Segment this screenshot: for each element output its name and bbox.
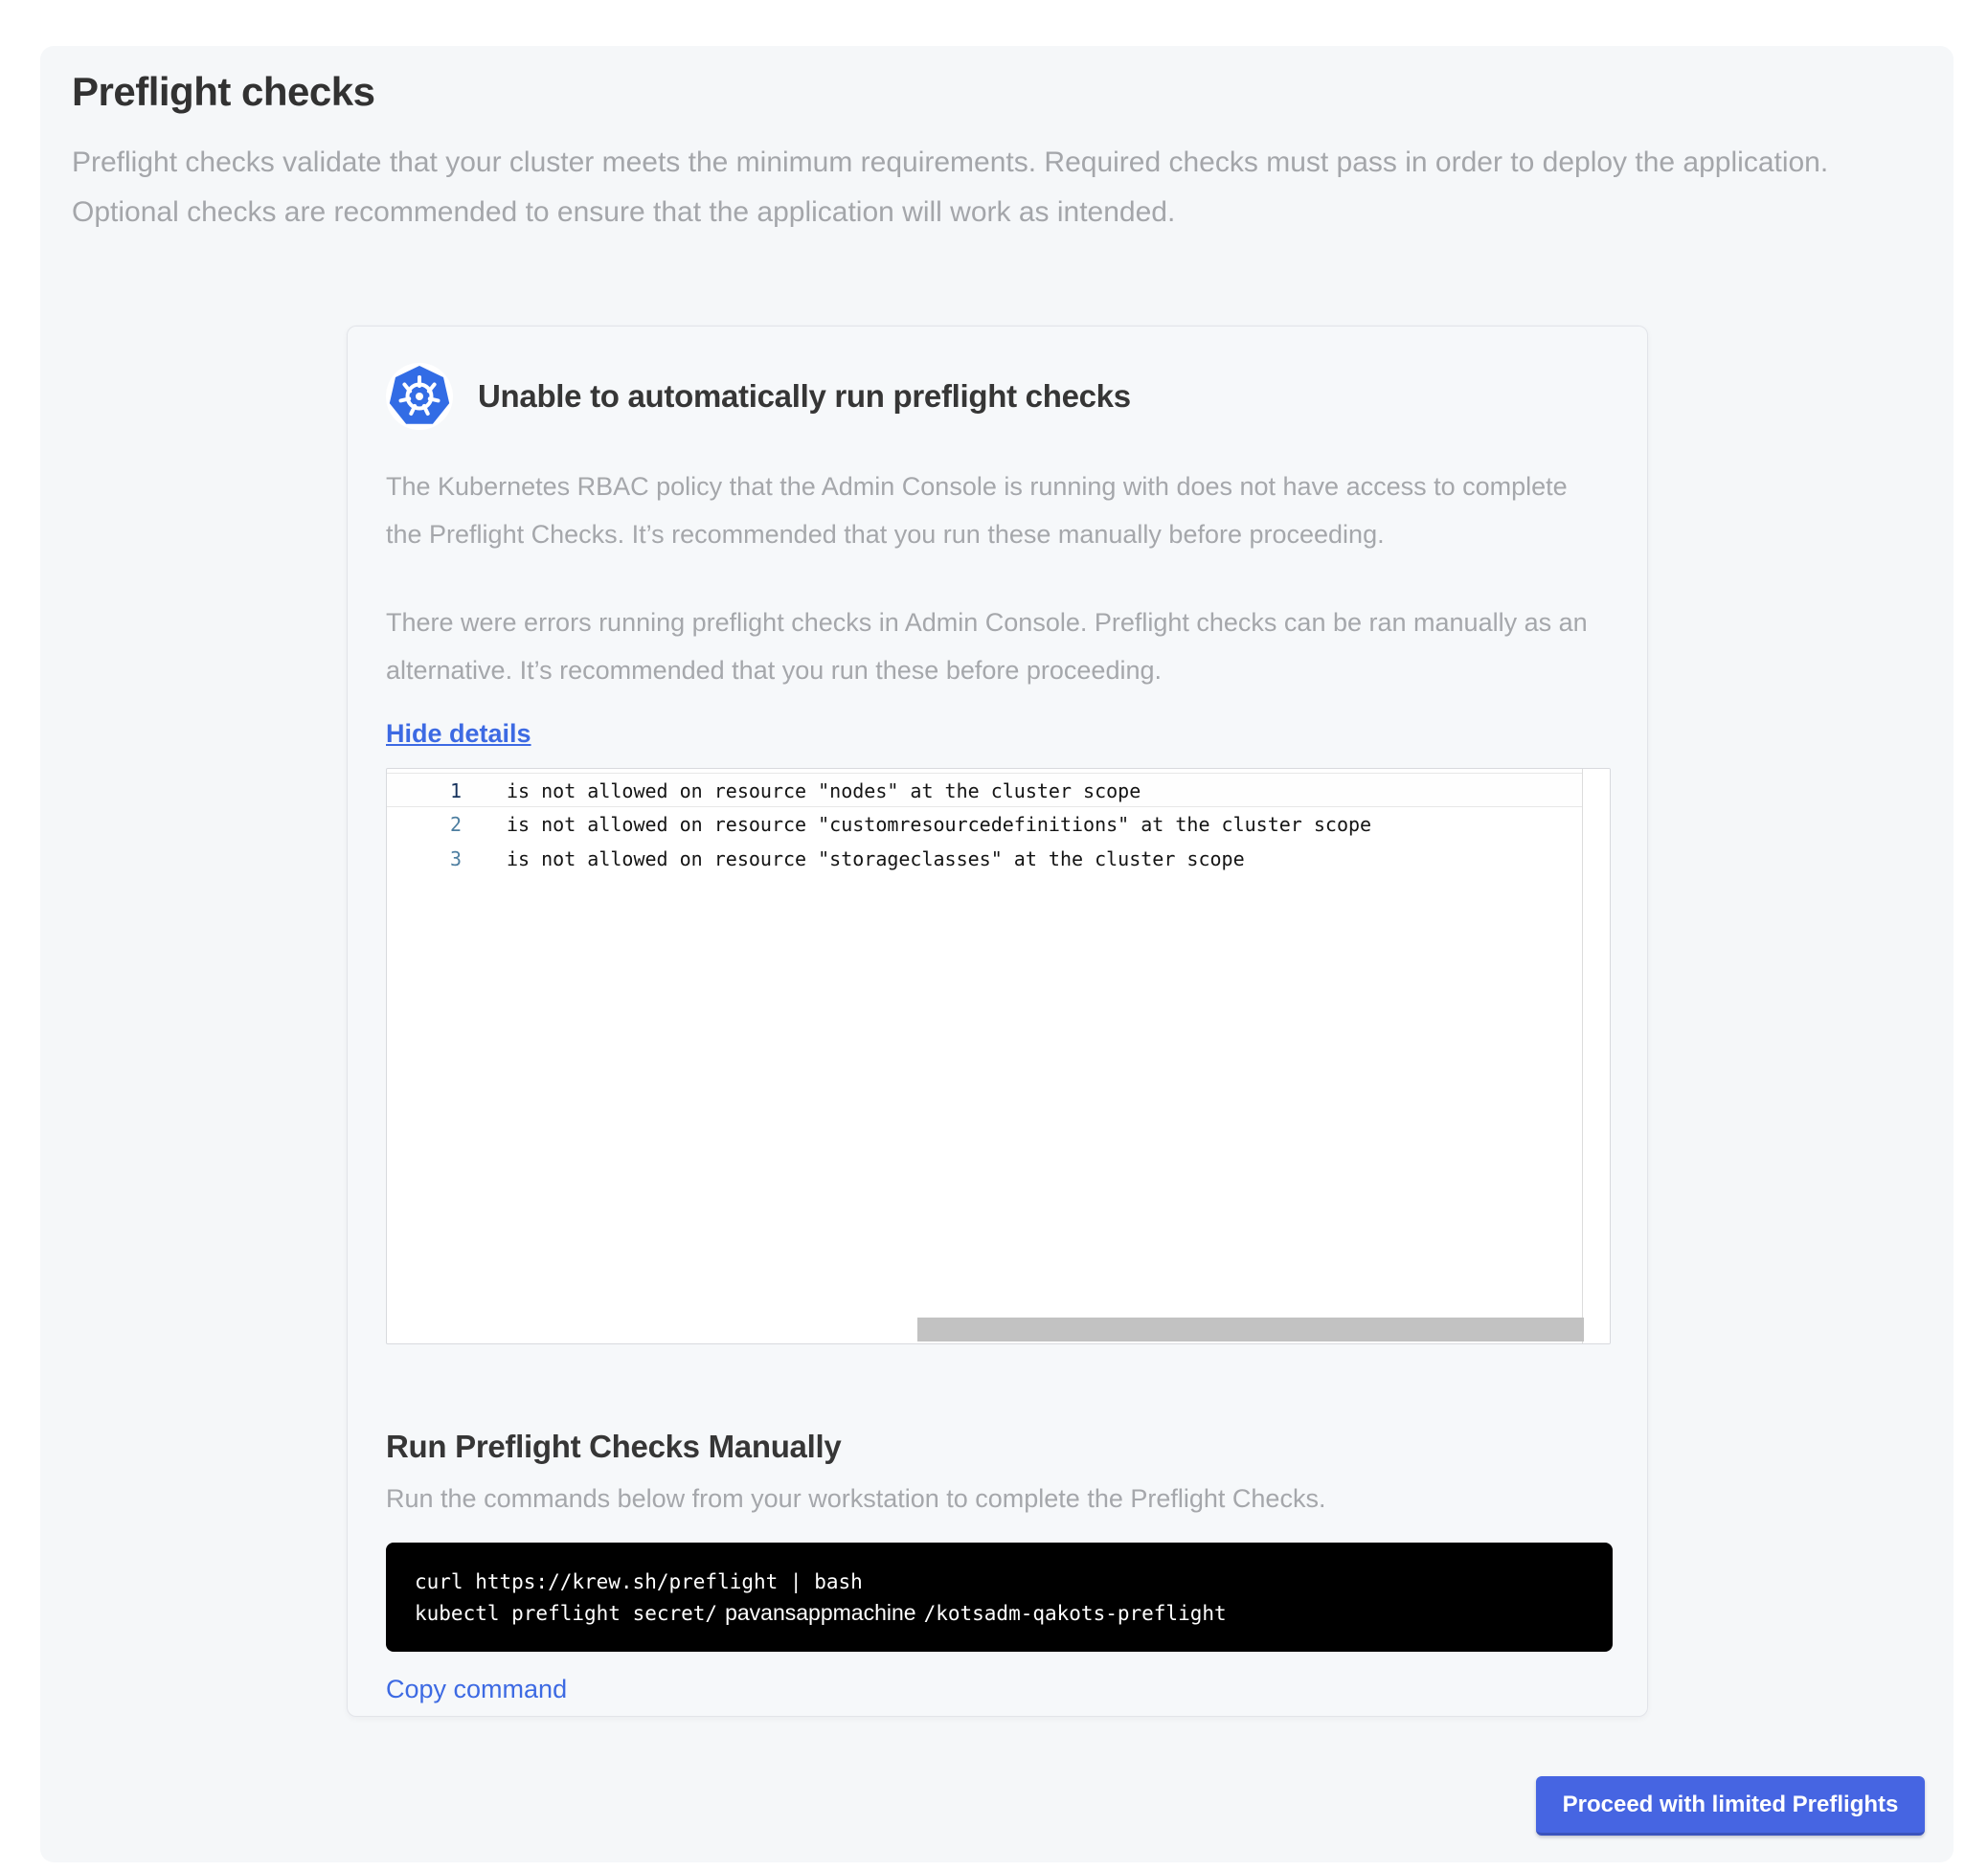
error-log-row [387, 773, 1610, 807]
error-log-editor[interactable] [386, 768, 1611, 1344]
preflight-panel [40, 46, 1954, 1862]
command-code-block [386, 1543, 1613, 1652]
manual-section-description: Run the commands below from your workstation to complete the Preflight Checks. [386, 1484, 1326, 1513]
error-log-lines [387, 769, 1610, 876]
line-text: is not allowed on resource "storageclasses" at the cluster scope [507, 847, 1245, 870]
command-line-2-prefix: kubectl preflight secret/ [415, 1602, 718, 1625]
command-line-2-suffix: /kotsadm-qakots-preflight [923, 1602, 1227, 1625]
hide-details-link[interactable]: Hide details [386, 719, 531, 748]
card-header [386, 363, 1609, 430]
line-text: is not allowed on resource "nodes" at the cluster scope [507, 779, 1141, 802]
errors-paragraph: There were errors running preflight checks in Admin Console. Preflight checks can be ran manually as an alternative. It’s recommended that you run these before proceeding. [386, 608, 1588, 685]
command-line-2 [415, 1597, 1584, 1629]
secret-name: pavansappmachine [725, 1600, 916, 1625]
card-heading: Unable to automatically run preflight checks [478, 378, 1131, 414]
page-title: Preflight checks [72, 69, 375, 114]
horizontal-scrollbar-thumb[interactable] [917, 1318, 1584, 1341]
line-number: 1 [449, 779, 462, 802]
kubernetes-icon [386, 363, 453, 430]
manual-section-heading: Run Preflight Checks Manually [386, 1429, 842, 1464]
line-text: is not allowed on resource "customresourcedefinitions" at the cluster scope [507, 813, 1372, 836]
line-number: 2 [449, 813, 462, 836]
line-number: 3 [449, 847, 462, 870]
preflight-warning-card [347, 326, 1648, 1717]
command-line-1: curl https://krew.sh/preflight | bash [415, 1570, 863, 1593]
error-log-row [387, 807, 1610, 842]
rbac-policy-paragraph: The Kubernetes RBAC policy that the Admin Console is running with does not have access to complete the Preflight Checks. It’s recommended that you run these manually before proceeding. [386, 472, 1568, 549]
page-subtitle: Preflight checks validate that your cluster meets the minimum requirements. Required checks must pass in order to deploy the application. Optional checks are recommended to ensure that the application will work as intended. [72, 147, 1829, 228]
error-log-row [387, 842, 1610, 876]
vertical-scrollbar[interactable] [1582, 769, 1610, 1343]
proceed-with-limited-preflights-button[interactable]: Proceed with limited Preflights [1536, 1776, 1925, 1836]
copy-command-link[interactable]: Copy command [386, 1675, 568, 1703]
